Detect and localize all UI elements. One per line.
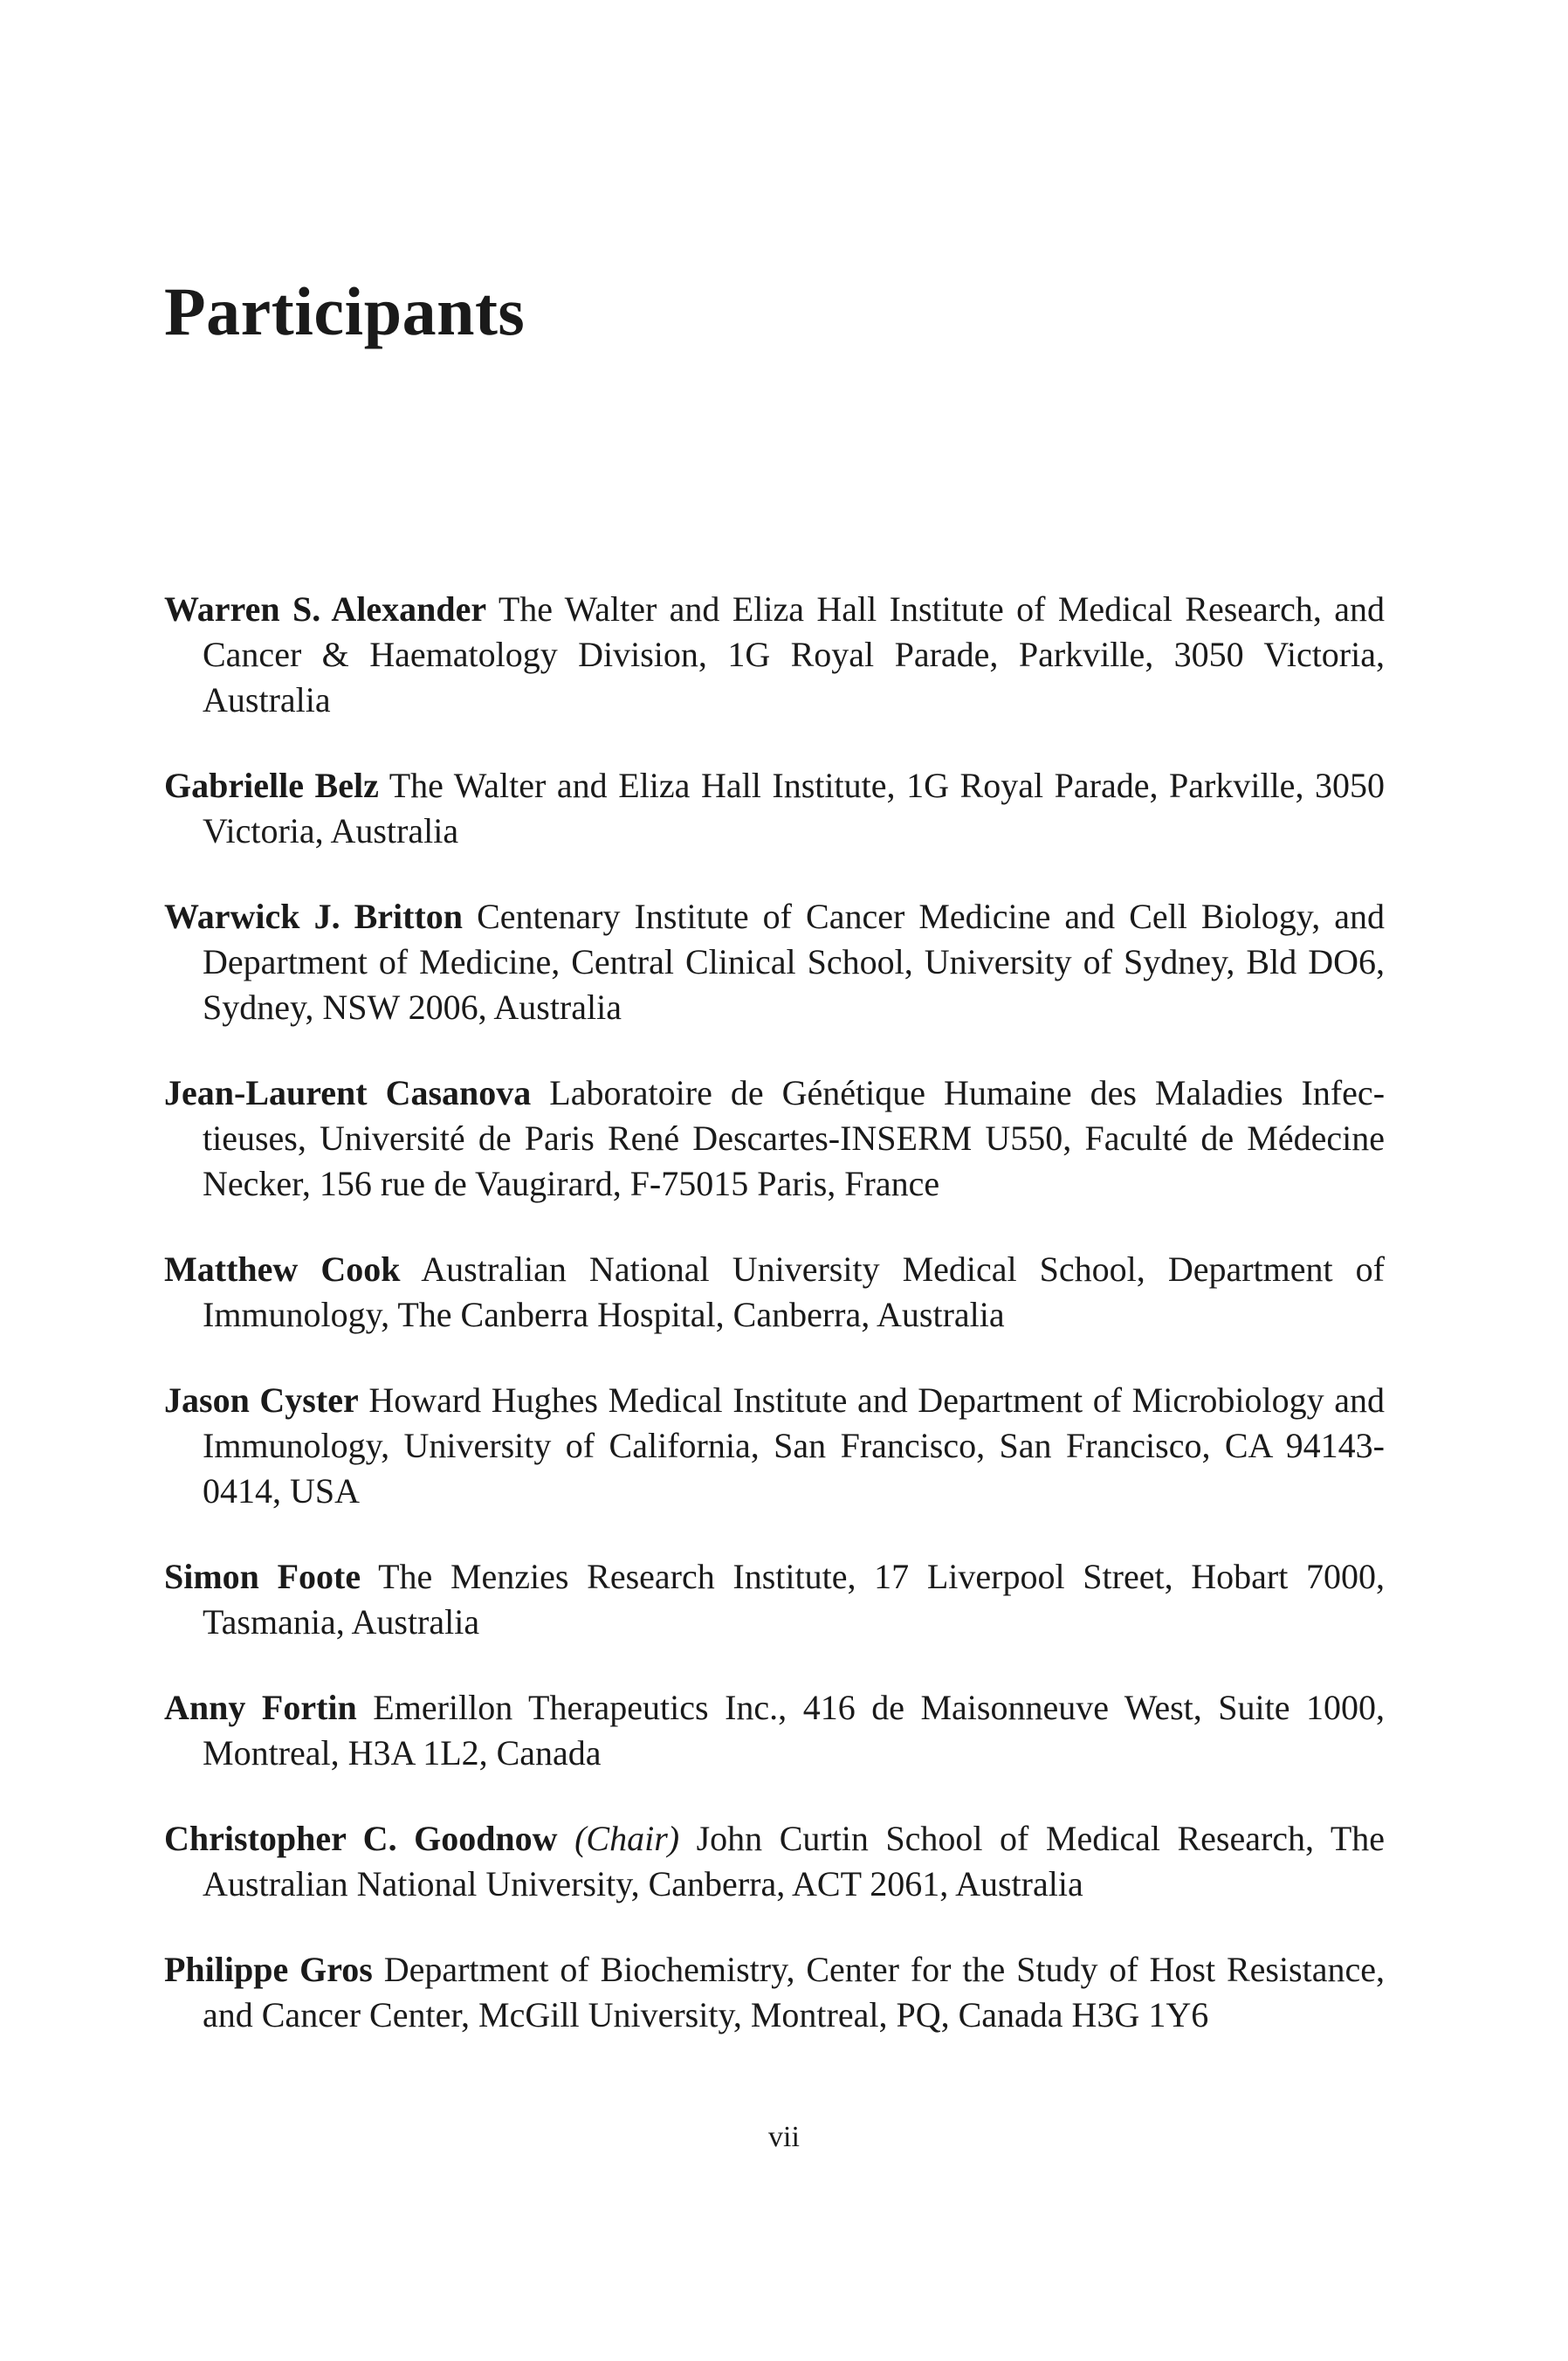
- participant-entry: [164, 587, 1385, 723]
- participant-list: [164, 587, 1385, 2078]
- participant-affiliation: Department of Biochemistry, Center for the Study of Host Resistance, and Cancer Center, McGill University, Montreal, PQ, Canada H3G 1Y6: [203, 1950, 1385, 2034]
- participant-name: Jean-Laurent Casanova: [164, 1073, 532, 1112]
- participant-name: Anny Fortin: [164, 1688, 357, 1727]
- participant-affiliation: Emerillon Therapeutics Inc., 416 de Maisonneuve West, Suite 1000, Montreal, H3A 1L2, Canada: [203, 1688, 1386, 1772]
- participant-name: Warren S. Alexander: [164, 589, 487, 629]
- participant-entry: [164, 1947, 1385, 2038]
- participant-affiliation: Australian National University Medical School, Department of Immunology, The Canberra Hospital, Canberra, Australia: [203, 1249, 1385, 1334]
- participant-name: Philippe Gros: [164, 1950, 373, 1989]
- participant-name: Jason Cyster: [164, 1380, 359, 1420]
- participant-affiliation: John Curtin School of Medical Research, The Australian National University, Canberra, ACT 2061, Australia: [203, 1819, 1386, 1903]
- participant-name: Simon Foote: [164, 1557, 361, 1596]
- participant-name: Gabrielle Belz: [164, 766, 379, 805]
- participant-affiliation: Laboratoire de Génétique Humaine des Maladies Infectieuses, Université de Paris René Descartes-INSERM U550, Faculté de Médecine Necker, 156 rue de Vaugirard, F-75015 Paris, France: [203, 1073, 1386, 1203]
- participant-entry: [164, 1070, 1385, 1207]
- participant-affiliation: The Walter and Eliza Hall Institute of Medical Research, and Cancer & Haematology Division, 1G Royal Parade, Parkville, 3050 Victoria, Australia: [203, 589, 1385, 719]
- participant-entry: [164, 1378, 1385, 1514]
- participant-entry: [164, 894, 1385, 1030]
- participant-affiliation: Centenary Institute of Cancer Medicine and Cell Biology, and Department of Medicine, Central Clinical School, University of Sydney, Bld DO6, Sydney, NSW 2006, Australia: [203, 897, 1385, 1027]
- page-number: vii: [768, 2121, 800, 2153]
- participant-name: Matthew Cook: [164, 1249, 401, 1289]
- participant-entry: [164, 763, 1385, 854]
- participant-entry: [164, 1685, 1385, 1776]
- participant-entry: [164, 1816, 1385, 1907]
- participant-entry: [164, 1247, 1385, 1338]
- page-title: Participants: [164, 273, 526, 349]
- participant-role: (Chair): [574, 1819, 680, 1858]
- participant-affiliation: The Walter and Eliza Hall Institute, 1G Royal Parade, Parkville, 3050 Victoria, Australia: [203, 766, 1386, 850]
- participant-affiliation: The Menzies Research Institute, 17 Liverpool Street, Hobart 7000, Tasmania, Australia: [203, 1557, 1386, 1642]
- participant-entry: [164, 1554, 1385, 1645]
- participant-affiliation: Howard Hughes Medical Institute and Department of Microbiology and Immunology, University of California, San Francisco, San Francisco, CA 94143-0414, USA: [203, 1380, 1385, 1511]
- participant-name: Christopher C. Goodnow: [164, 1819, 558, 1858]
- participant-name: Warwick J. Britton: [164, 897, 464, 936]
